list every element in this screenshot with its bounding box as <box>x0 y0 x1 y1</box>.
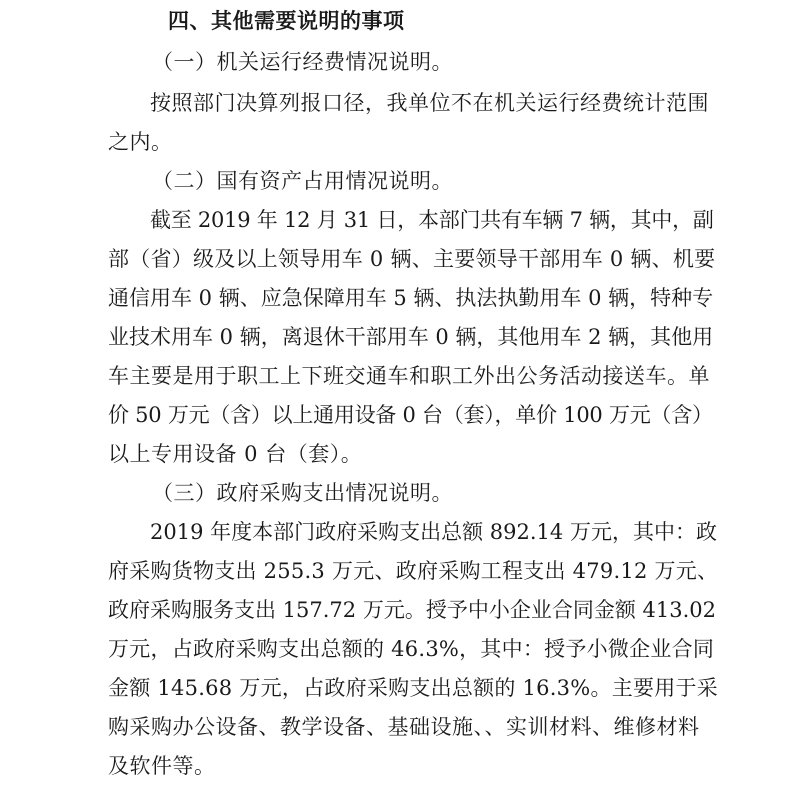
paragraph-line: 金额 145.68 万元，占政府采购支出总额的 16.3%。主要用于采 <box>108 676 718 700</box>
paragraph-line: 业技术用车 0 辆，离退休干部用车 0 辆，其他用车 2 辆，其他用 <box>108 325 714 349</box>
section-heading: 四、其他需要说明的事项 <box>168 9 405 33</box>
paragraph-line: 以上专用设备 0 台（套）。 <box>108 442 363 466</box>
subsection-1-title: （一）机关运行经费情况说明。 <box>152 50 453 74</box>
paragraph-line: 通信用车 0 辆、应急保障用车 5 辆、执法执勤用车 0 辆，特种专 <box>108 286 714 310</box>
subsection-3-title: （三）政府采购支出情况说明。 <box>152 481 453 505</box>
paragraph-line: 万元，占政府采购支出总额的 46.3%，其中：授予小微企业合同 <box>108 637 715 661</box>
paragraph-line: 车主要是用于职工上下班交通车和职工外出公务活动接送车。单 <box>108 364 710 388</box>
subsection-2-title: （二）国有资产占用情况说明。 <box>152 169 453 193</box>
paragraph-line: 价 50 万元（含）以上通用设备 0 台（套），单价 100 万元（含） <box>108 403 713 427</box>
paragraph-line: 按照部门决算列报口径，我单位不在机关运行经费统计范围 <box>150 91 709 115</box>
paragraph-line: 府采购货物支出 255.3 万元、政府采购工程支出 479.12 万元、 <box>108 559 719 583</box>
paragraph-line: 截至 2019 年 12 月 31 日，本部门共有车辆 7 辆，其中，副 <box>150 208 714 232</box>
paragraph-line: 及软件等。 <box>108 754 216 778</box>
paragraph-line: 之内。 <box>108 130 173 154</box>
paragraph-line: 政府采购服务支出 157.72 万元。授予中小企业合同金额 413.02 <box>108 598 716 622</box>
paragraph-line: 部（省）级及以上领导用车 0 辆、主要领导干部用车 0 辆、机要 <box>108 247 716 271</box>
paragraph-line: 2019 年度本部门政府采购支出总额 892.14 万元，其中：政 <box>150 520 717 544</box>
paragraph-line: 购采购办公设备、教学设备、基础设施、、实训材料、维修材料 <box>108 715 700 739</box>
